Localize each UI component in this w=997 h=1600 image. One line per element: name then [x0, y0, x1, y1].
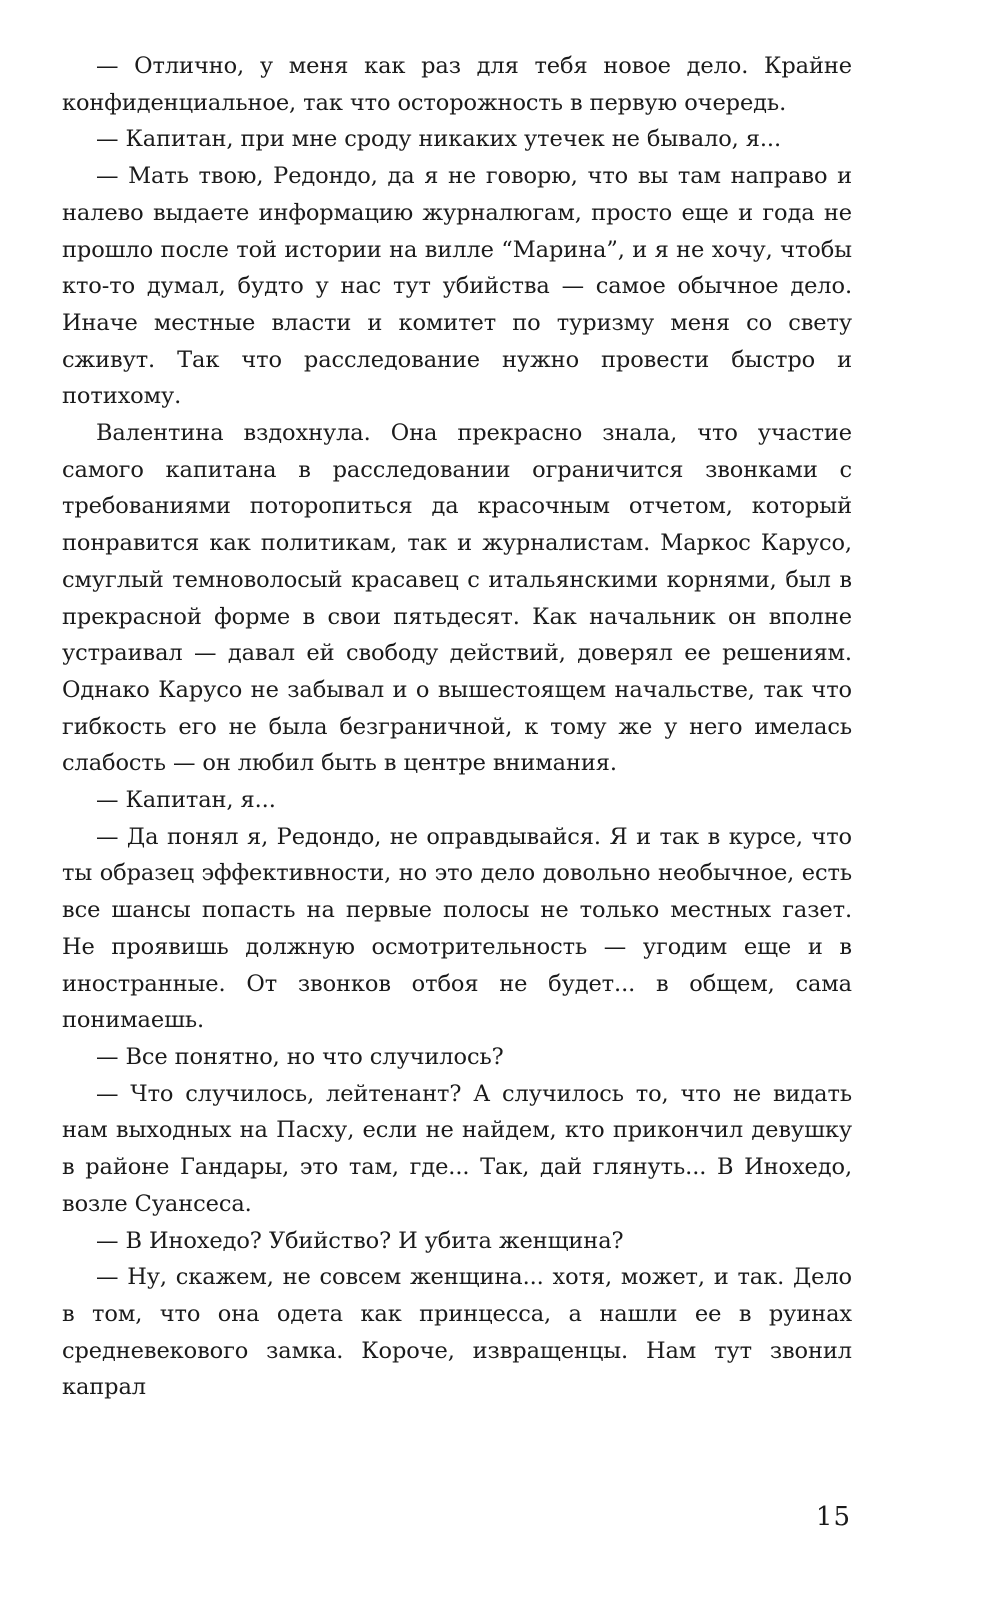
- paragraph: — Да понял я, Редондо, не оправдывайся. Я и так в курсе, что ты образец эффективности, но это дело довольно необычное, есть все шансы попасть на первые полосы не только местных газет. Не проявишь должную осмотрительность — угодим еще и в иностранные. От звонков отбоя не будет... в общем, сама понимаешь.: [62, 823, 852, 1034]
- paragraph: Валентина вздохнула. Она прекрасно знала, что участие самого капитана в расследовании ограничится звонками с требованиями поторопиться да красочным отчетом, который понравится как политикам, так и журналистам. Маркос Карусо, смуглый темноволосый красавец с итальянскими корнями, был в прекрасной форме в свои пятьдесят. Как начальник он вполне устраивал — давал ей свободу действий, доверял ее решениям. Однако Карусо не забывал и о вышестоящем начальстве, так что гибкость его не была безграничной, к тому же у него имелась слабость — он любил быть в центре внимания.: [62, 420, 852, 777]
- paragraph: — Капитан, я...: [96, 787, 276, 814]
- paragraph: — Что случилось, лейтенант? А случилось то, что не видать нам выходных на Пасху, если не найдем, кто прикончил девушку в районе Гандары, это там, где... Так, дай глянуть... В Инохедо, возле Суансеса.: [62, 1080, 852, 1217]
- paragraph: — В Инохедо? Убийство? И убита женщина?: [96, 1227, 624, 1254]
- body-text: [62, 48, 852, 1406]
- page-number: 15: [815, 1502, 851, 1532]
- paragraph: — Ну, скажем, не совсем женщина... хотя, может, и так. Дело в том, что она одета как принцесса, а нашли ее в руинах средневекового замка. Короче, извращенцы. Нам тут звонил капрал: [62, 1264, 852, 1401]
- paragraph: — Отлично, у меня как раз для тебя новое дело. Крайне конфиденциальное, так что осторожность в первую очередь.: [62, 53, 852, 116]
- paragraph: — Все понятно, но что случилось?: [96, 1043, 504, 1070]
- paragraph: — Мать твою, Редондо, да я не говорю, что вы там направо и налево выдаете информацию журналюгам, просто еще и года не прошло после той истории на вилле “Марина”, и я не хочу, чтобы кто-то думал, будто у нас тут убийства — самое обычное дело. Иначе местные власти и комитет по туризму меня со свету сживут. Так что расследование нужно провести быстро и потихому.: [62, 163, 852, 410]
- paragraph: — Капитан, при мне сроду никаких утечек не бывало, я...: [96, 126, 782, 153]
